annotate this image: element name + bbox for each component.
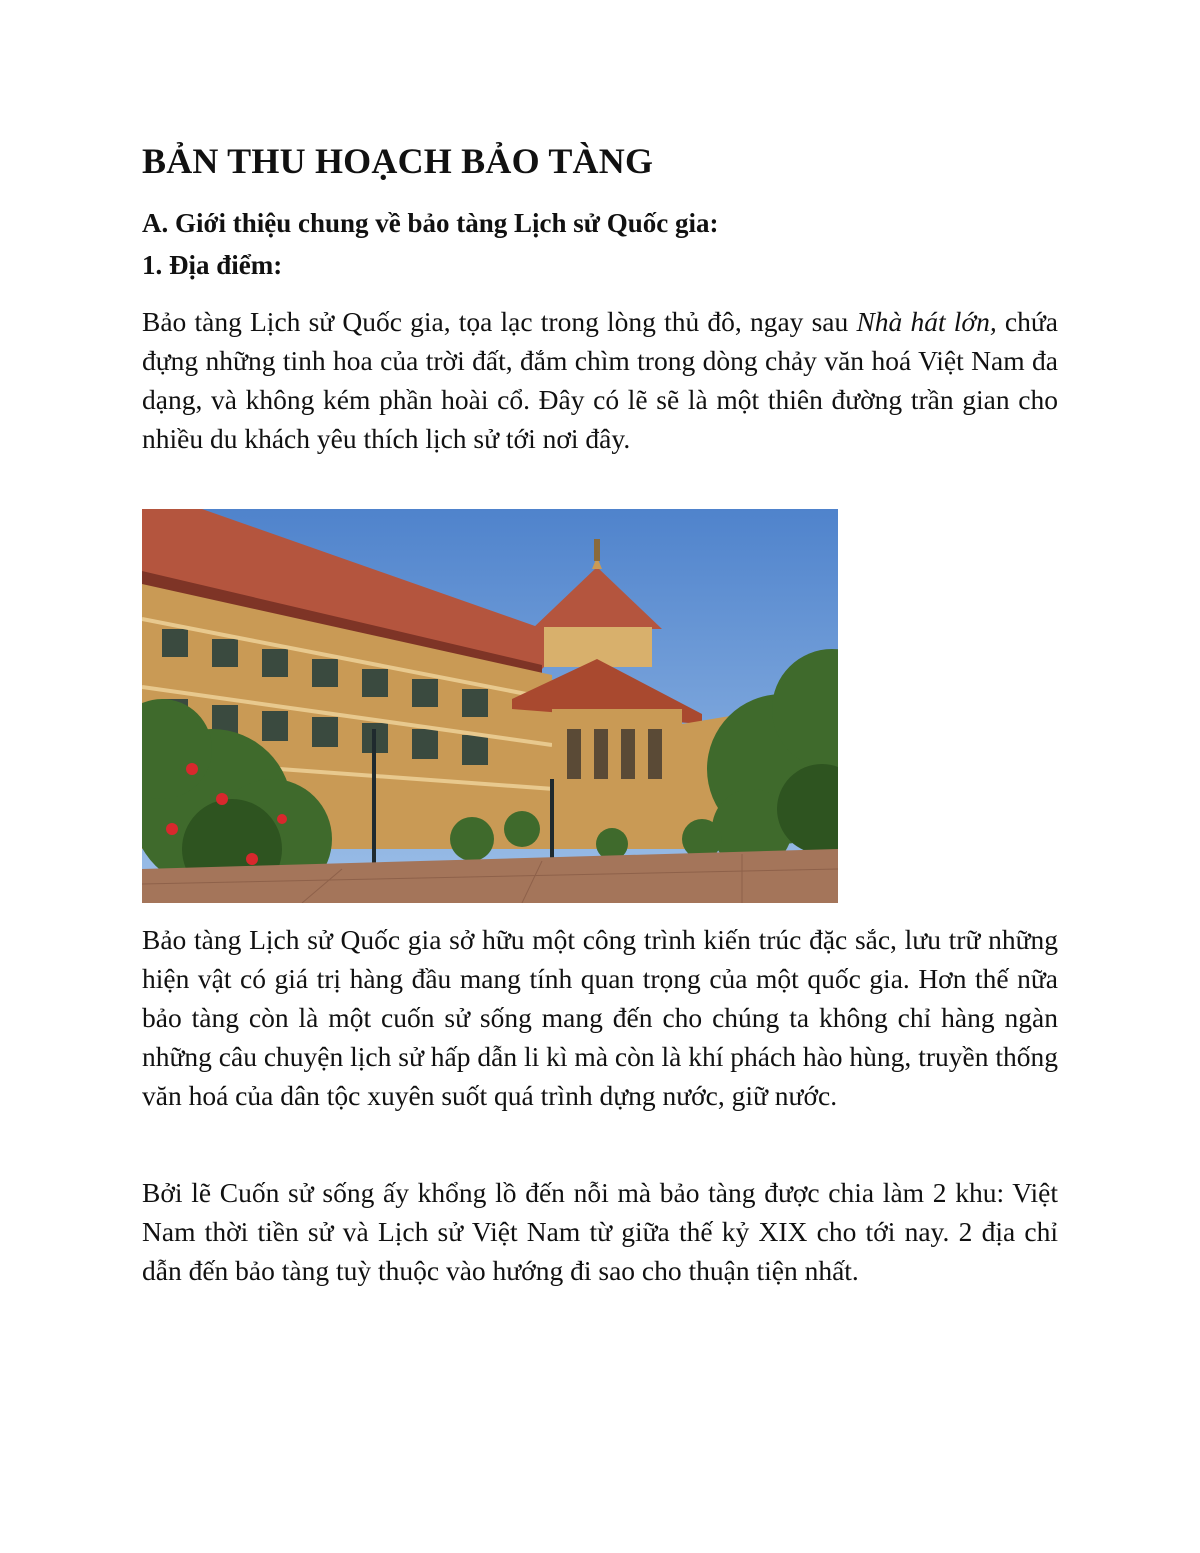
document-title: BẢN THU HOẠCH BẢO TÀNG (142, 141, 654, 181)
paragraph-location (142, 302, 1058, 458)
paragraph-location-text-2: chứa đựng những tinh hoa của trời đất, đắm chìm trong dòng chảy văn hoá Việt Nam đa dạng, và không kém phần hoài cổ. Đây có lẽ sẽ là một thiên đường trần gian cho nhiều du khách yêu thích lịch sử tới nơi đây. (142, 306, 1058, 454)
paragraph-areas: Bởi lẽ Cuốn sử sống ấy khổng lồ đến nỗi mà bảo tàng được chia làm 2 khu: Việt Nam thời tiền sử và Lịch sử Việt Nam từ giữa thế kỷ XIX cho tới nay. 2 địa chỉ dẫn đến bảo tàng tuỳ thuộc vào hướng đi sao cho thuận tiện nhất. (142, 1177, 1058, 1286)
section-1-heading: 1. Địa điểm: (142, 250, 283, 280)
paragraph-architecture: Bảo tàng Lịch sử Quốc gia sở hữu một công trình kiến trúc đặc sắc, lưu trữ những hiện vật có giá trị hàng đầu mang tính quan trọng của một quốc gia. Hơn thế nữa bảo tàng còn là một cuốn sử sống mang đến cho chúng ta không chỉ hàng ngàn những câu chuyện lịch sử hấp dẫn li kì mà còn là khí phách hào hùng, truyền thống văn hoá của dân tộc xuyên suốt quá trình dựng nước, giữ nước. (142, 924, 1058, 1111)
paragraph-location-text-1: Bảo tàng Lịch sử Quốc gia, tọa lạc trong lòng thủ đô, ngay sau (142, 306, 857, 337)
paragraph-location-italic: Nhà hát lớn, (856, 306, 997, 337)
museum-photo (142, 509, 838, 903)
section-a-heading: A. Giới thiệu chung về bảo tàng Lịch sử Quốc gia: (142, 208, 719, 238)
